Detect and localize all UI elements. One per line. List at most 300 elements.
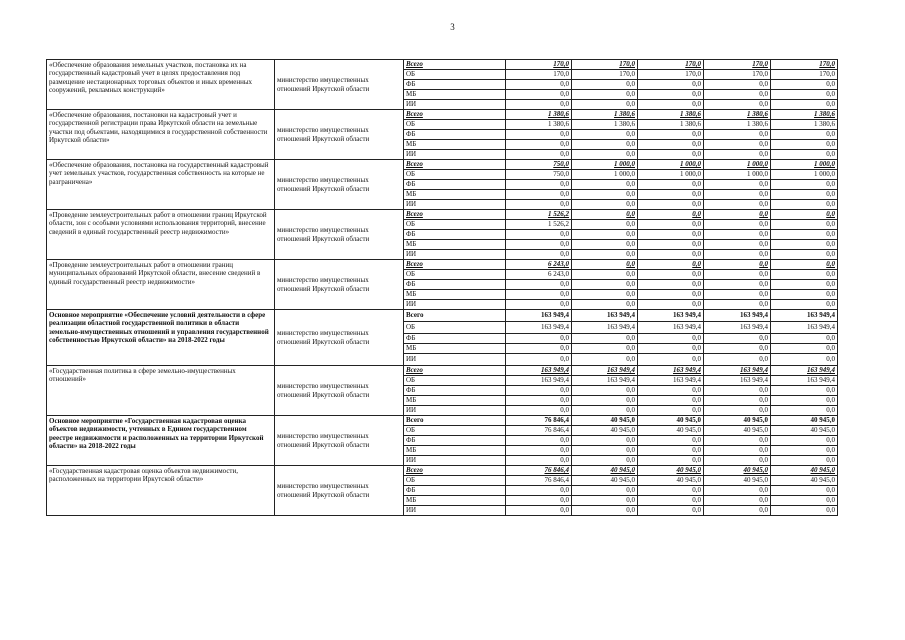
amount-cell: 0,0	[506, 230, 572, 240]
amount-cell: 0,0	[572, 130, 638, 140]
amount-cell: 0,0	[771, 100, 838, 110]
funding-source: МБ	[404, 446, 506, 456]
table-row-total	[47, 366, 838, 376]
amount-cell: 0,0	[572, 190, 638, 200]
funding-table-wrapper	[46, 59, 838, 516]
amount-cell: 0,0	[771, 130, 838, 140]
amount-cell: 0,0	[704, 290, 771, 300]
page-number: 3	[450, 22, 455, 32]
amount-cell: 0,0	[572, 240, 638, 250]
amount-cell: 0,0	[506, 100, 572, 110]
amount-cell: 170,0	[638, 70, 704, 80]
amount-cell: 40 945,0	[572, 416, 638, 426]
amount-cell: 0,0	[572, 506, 638, 516]
funding-source: МБ	[404, 240, 506, 250]
measure-name: «Проведение землеустроительных работ в отношении границ Иркутской области, зон с особыми условиями использования территорий, внесение сведений в единый государственный реестр недвижимости»	[47, 210, 275, 260]
measure-name: «Обеспечение образования, постановка на государственный кадастровый учет земельных участков, государственная собственность на которые не разграничена»	[47, 160, 275, 210]
measure-name: Основное мероприятие «Обеспечение условий деятельности в сфере реализации областной государственной политики в области земельно-имущественных отношений и управления государственной собственностью Иркутской области» на 2018-2022 годы	[47, 310, 275, 366]
amount-cell: 0,0	[638, 140, 704, 150]
amount-cell: 1 380,6	[572, 120, 638, 130]
amount-cell: 0,0	[506, 280, 572, 290]
amount-cell: 0,0	[572, 496, 638, 506]
amount-cell: 0,0	[771, 386, 838, 396]
amount-cell: 0,0	[638, 230, 704, 240]
amount-cell: 0,0	[572, 396, 638, 406]
amount-cell: 1 380,6	[506, 110, 572, 120]
amount-cell: 40 945,0	[704, 426, 771, 436]
funding-source: Всего	[404, 60, 506, 70]
amount-cell: 0,0	[771, 280, 838, 290]
amount-cell: 0,0	[572, 290, 638, 300]
amount-cell: 163 949,4	[638, 366, 704, 376]
measure-name: «Государственная политика в сфере земельно-имущественных отношений»	[47, 366, 275, 416]
amount-cell: 0,0	[572, 446, 638, 456]
measure-name: «Проведение землеустроительных работ в отношении границ муниципальных образований Иркутской области, внесение сведений в единый государственный реестр недвижимости»	[47, 260, 275, 310]
amount-cell: 1 000,0	[572, 160, 638, 170]
amount-cell: 0,0	[704, 190, 771, 200]
amount-cell: 163 949,4	[506, 366, 572, 376]
amount-cell: 0,0	[771, 396, 838, 406]
amount-cell: 0,0	[572, 334, 638, 344]
amount-cell: 0,0	[771, 220, 838, 230]
amount-cell: 0,0	[638, 220, 704, 230]
amount-cell: 0,0	[638, 280, 704, 290]
amount-cell: 0,0	[572, 270, 638, 280]
amount-cell: 163 949,4	[638, 376, 704, 386]
amount-cell: 40 945,0	[572, 426, 638, 436]
amount-cell: 170,0	[771, 60, 838, 70]
amount-cell: 0,0	[638, 406, 704, 416]
amount-cell: 40 945,0	[638, 466, 704, 476]
amount-cell: 6 243,0	[506, 270, 572, 280]
amount-cell: 0,0	[704, 80, 771, 90]
responsible-executor: министерство имущественных отношений Иркутской области	[275, 466, 404, 516]
amount-cell: 0,0	[704, 386, 771, 396]
funding-source: Всего	[404, 260, 506, 270]
amount-cell: 0,0	[506, 250, 572, 260]
measure-name: «Обеспечение образования земельных участков, постановка их на государственный кадастровый учет в целях предоставления под размещение нестационарных торговых объектов и иных временных сооружений, рекламных конструкций»	[47, 60, 275, 110]
funding-source: ОБ	[404, 322, 506, 334]
amount-cell: 163 949,4	[704, 366, 771, 376]
amount-cell: 0,0	[506, 456, 572, 466]
amount-cell: 0,0	[704, 396, 771, 406]
amount-cell: 0,0	[704, 436, 771, 446]
table-row-total	[47, 60, 838, 70]
amount-cell: 0,0	[506, 334, 572, 344]
amount-cell: 0,0	[704, 230, 771, 240]
amount-cell: 0,0	[704, 506, 771, 516]
amount-cell: 0,0	[638, 150, 704, 160]
amount-cell: 0,0	[638, 260, 704, 270]
amount-cell: 1 380,6	[506, 120, 572, 130]
amount-cell: 0,0	[704, 140, 771, 150]
amount-cell: 0,0	[704, 300, 771, 310]
amount-cell: 0,0	[506, 90, 572, 100]
amount-cell: 0,0	[506, 396, 572, 406]
amount-cell: 0,0	[572, 486, 638, 496]
funding-source: ФБ	[404, 130, 506, 140]
funding-source: ОБ	[404, 220, 506, 230]
amount-cell: 0,0	[506, 150, 572, 160]
amount-cell: 6 243,0	[506, 260, 572, 270]
amount-cell: 1 380,6	[771, 120, 838, 130]
amount-cell: 1 380,6	[638, 120, 704, 130]
amount-cell: 0,0	[572, 436, 638, 446]
amount-cell: 0,0	[638, 250, 704, 260]
amount-cell: 0,0	[771, 90, 838, 100]
amount-cell: 163 949,4	[572, 322, 638, 334]
amount-cell: 0,0	[704, 90, 771, 100]
amount-cell: 40 945,0	[572, 476, 638, 486]
amount-cell: 0,0	[572, 354, 638, 366]
amount-cell: 0,0	[506, 486, 572, 496]
amount-cell: 0,0	[638, 354, 704, 366]
amount-cell: 40 945,0	[638, 476, 704, 486]
amount-cell: 0,0	[506, 406, 572, 416]
amount-cell: 0,0	[572, 300, 638, 310]
amount-cell: 163 949,4	[506, 310, 572, 322]
funding-source: ФБ	[404, 180, 506, 190]
amount-cell: 163 949,4	[572, 376, 638, 386]
funding-source: Всего	[404, 310, 506, 322]
amount-cell: 1 380,6	[771, 110, 838, 120]
funding-source: ОБ	[404, 426, 506, 436]
funding-table	[46, 59, 838, 516]
amount-cell: 40 945,0	[572, 466, 638, 476]
responsible-executor: министерство имущественных отношений Иркутской области	[275, 110, 404, 160]
amount-cell: 0,0	[771, 190, 838, 200]
amount-cell: 0,0	[506, 240, 572, 250]
funding-source: ИИ	[404, 506, 506, 516]
amount-cell: 170,0	[638, 60, 704, 70]
amount-cell: 1 000,0	[572, 170, 638, 180]
amount-cell: 0,0	[771, 486, 838, 496]
amount-cell: 0,0	[771, 446, 838, 456]
amount-cell: 40 945,0	[771, 476, 838, 486]
amount-cell: 0,0	[704, 334, 771, 344]
amount-cell: 0,0	[638, 334, 704, 344]
amount-cell: 0,0	[704, 354, 771, 366]
amount-cell: 0,0	[771, 456, 838, 466]
amount-cell: 0,0	[572, 140, 638, 150]
amount-cell: 163 949,4	[771, 322, 838, 334]
amount-cell: 1 000,0	[704, 170, 771, 180]
amount-cell: 0,0	[506, 140, 572, 150]
funding-source: ИИ	[404, 354, 506, 366]
amount-cell: 1 000,0	[771, 170, 838, 180]
amount-cell: 0,0	[704, 456, 771, 466]
amount-cell: 0,0	[506, 80, 572, 90]
amount-cell: 0,0	[704, 344, 771, 354]
amount-cell: 0,0	[506, 130, 572, 140]
funding-source: МБ	[404, 396, 506, 406]
amount-cell: 0,0	[638, 446, 704, 456]
amount-cell: 0,0	[506, 190, 572, 200]
funding-source: ФБ	[404, 386, 506, 396]
responsible-executor: министерство имущественных отношений Иркутской области	[275, 210, 404, 260]
funding-source: МБ	[404, 290, 506, 300]
amount-cell: 0,0	[704, 180, 771, 190]
amount-cell: 40 945,0	[704, 466, 771, 476]
amount-cell: 0,0	[572, 180, 638, 190]
amount-cell: 0,0	[572, 280, 638, 290]
amount-cell: 0,0	[704, 406, 771, 416]
amount-cell: 170,0	[572, 70, 638, 80]
funding-source: ОБ	[404, 376, 506, 386]
amount-cell: 40 945,0	[704, 476, 771, 486]
amount-cell: 0,0	[572, 230, 638, 240]
amount-cell: 750,0	[506, 160, 572, 170]
amount-cell: 0,0	[638, 486, 704, 496]
table-row-total	[47, 310, 838, 322]
amount-cell: 0,0	[704, 200, 771, 210]
amount-cell: 170,0	[506, 60, 572, 70]
amount-cell: 76 846,4	[506, 476, 572, 486]
funding-source: ИИ	[404, 300, 506, 310]
amount-cell: 0,0	[506, 200, 572, 210]
amount-cell: 0,0	[638, 210, 704, 220]
amount-cell: 0,0	[638, 200, 704, 210]
amount-cell: 163 949,4	[704, 322, 771, 334]
amount-cell: 1 526,2	[506, 210, 572, 220]
responsible-executor: министерство имущественных отношений Иркутской области	[275, 260, 404, 310]
funding-source: ИИ	[404, 406, 506, 416]
amount-cell: 0,0	[572, 100, 638, 110]
amount-cell: 0,0	[506, 506, 572, 516]
amount-cell: 0,0	[572, 200, 638, 210]
responsible-executor: министерство имущественных отношений Иркутской области	[275, 366, 404, 416]
amount-cell: 1 380,6	[572, 110, 638, 120]
funding-source: ФБ	[404, 230, 506, 240]
amount-cell: 0,0	[704, 260, 771, 270]
amount-cell: 0,0	[771, 496, 838, 506]
amount-cell: 163 949,4	[572, 310, 638, 322]
amount-cell: 0,0	[506, 446, 572, 456]
table-row-total	[47, 466, 838, 476]
amount-cell: 0,0	[771, 260, 838, 270]
funding-source: ОБ	[404, 270, 506, 280]
amount-cell: 0,0	[771, 180, 838, 190]
amount-cell: 0,0	[704, 100, 771, 110]
amount-cell: 170,0	[572, 60, 638, 70]
funding-source: ИИ	[404, 250, 506, 260]
measure-name: «Государственная кадастровая оценка объектов недвижимости, расположенных на территории Иркутской области»	[47, 466, 275, 516]
amount-cell: 76 846,4	[506, 466, 572, 476]
amount-cell: 0,0	[771, 406, 838, 416]
funding-source: ФБ	[404, 334, 506, 344]
funding-source: ИИ	[404, 150, 506, 160]
amount-cell: 0,0	[771, 270, 838, 280]
amount-cell: 40 945,0	[704, 416, 771, 426]
amount-cell: 1 000,0	[771, 160, 838, 170]
amount-cell: 163 949,4	[638, 310, 704, 322]
amount-cell: 0,0	[572, 456, 638, 466]
amount-cell: 0,0	[572, 150, 638, 160]
amount-cell: 0,0	[638, 290, 704, 300]
amount-cell: 0,0	[638, 100, 704, 110]
amount-cell: 0,0	[704, 130, 771, 140]
table-row-total	[47, 210, 838, 220]
amount-cell: 0,0	[704, 270, 771, 280]
amount-cell: 0,0	[572, 386, 638, 396]
amount-cell: 163 949,4	[771, 366, 838, 376]
amount-cell: 0,0	[572, 406, 638, 416]
amount-cell: 0,0	[506, 354, 572, 366]
amount-cell: 163 949,4	[704, 310, 771, 322]
table-row-total	[47, 260, 838, 270]
amount-cell: 0,0	[638, 80, 704, 90]
funding-source: ФБ	[404, 436, 506, 446]
amount-cell: 0,0	[506, 386, 572, 396]
amount-cell: 0,0	[771, 250, 838, 260]
amount-cell: 0,0	[638, 496, 704, 506]
funding-source: ИИ	[404, 456, 506, 466]
funding-source: МБ	[404, 190, 506, 200]
amount-cell: 0,0	[771, 436, 838, 446]
amount-cell: 0,0	[704, 250, 771, 260]
amount-cell: 0,0	[704, 280, 771, 290]
amount-cell: 0,0	[704, 446, 771, 456]
amount-cell: 0,0	[704, 496, 771, 506]
amount-cell: 0,0	[572, 220, 638, 230]
amount-cell: 0,0	[771, 354, 838, 366]
amount-cell: 0,0	[638, 270, 704, 280]
funding-source: ИИ	[404, 100, 506, 110]
amount-cell: 0,0	[771, 230, 838, 240]
amount-cell: 1 526,2	[506, 220, 572, 230]
amount-cell: 0,0	[771, 300, 838, 310]
amount-cell: 163 949,4	[771, 376, 838, 386]
amount-cell: 0,0	[638, 344, 704, 354]
amount-cell: 170,0	[506, 70, 572, 80]
funding-source: ФБ	[404, 80, 506, 90]
amount-cell: 0,0	[638, 190, 704, 200]
amount-cell: 1 000,0	[638, 160, 704, 170]
amount-cell: 0,0	[572, 344, 638, 354]
funding-source: Всего	[404, 466, 506, 476]
amount-cell: 0,0	[771, 80, 838, 90]
amount-cell: 1 000,0	[704, 160, 771, 170]
funding-source: ИИ	[404, 200, 506, 210]
amount-cell: 0,0	[704, 150, 771, 160]
amount-cell: 0,0	[771, 334, 838, 344]
funding-source: МБ	[404, 496, 506, 506]
amount-cell: 0,0	[638, 300, 704, 310]
amount-cell: 0,0	[638, 386, 704, 396]
amount-cell: 0,0	[506, 180, 572, 190]
amount-cell: 0,0	[572, 80, 638, 90]
amount-cell: 0,0	[771, 200, 838, 210]
table-row-total	[47, 160, 838, 170]
funding-source: Всего	[404, 366, 506, 376]
amount-cell: 1 380,6	[638, 110, 704, 120]
amount-cell: 0,0	[506, 300, 572, 310]
amount-cell: 0,0	[572, 210, 638, 220]
amount-cell: 0,0	[638, 180, 704, 190]
amount-cell: 0,0	[638, 396, 704, 406]
amount-cell: 750,0	[506, 170, 572, 180]
amount-cell: 163 949,4	[572, 366, 638, 376]
amount-cell: 0,0	[771, 344, 838, 354]
table-body	[47, 60, 838, 516]
responsible-executor: министерство имущественных отношений Иркутской области	[275, 60, 404, 110]
amount-cell: 0,0	[771, 240, 838, 250]
amount-cell: 0,0	[572, 90, 638, 100]
responsible-executor: министерство имущественных отношений Иркутской области	[275, 416, 404, 466]
funding-source: ОБ	[404, 476, 506, 486]
amount-cell: 0,0	[771, 506, 838, 516]
funding-source: ОБ	[404, 120, 506, 130]
amount-cell: 163 949,4	[506, 376, 572, 386]
amount-cell: 0,0	[771, 210, 838, 220]
amount-cell: 170,0	[704, 70, 771, 80]
amount-cell: 0,0	[704, 220, 771, 230]
amount-cell: 0,0	[704, 486, 771, 496]
amount-cell: 76 846,4	[506, 416, 572, 426]
amount-cell: 0,0	[506, 496, 572, 506]
funding-source: ОБ	[404, 70, 506, 80]
amount-cell: 40 945,0	[771, 426, 838, 436]
funding-source: Всего	[404, 210, 506, 220]
funding-source: ФБ	[404, 486, 506, 496]
amount-cell: 0,0	[638, 436, 704, 446]
amount-cell: 0,0	[704, 210, 771, 220]
amount-cell: 1 380,6	[704, 110, 771, 120]
amount-cell: 0,0	[638, 456, 704, 466]
funding-source: Всего	[404, 160, 506, 170]
measure-name: «Обеспечение образования, постановки на кадастровый учет и государственной регистрации права Иркутской области на земельные участки под объектами, находящимися в государственной собственности Иркутской области»	[47, 110, 275, 160]
funding-source: Всего	[404, 110, 506, 120]
amount-cell: 40 945,0	[771, 416, 838, 426]
funding-source: МБ	[404, 140, 506, 150]
amount-cell: 170,0	[704, 60, 771, 70]
funding-source: ОБ	[404, 170, 506, 180]
amount-cell: 40 945,0	[771, 466, 838, 476]
amount-cell: 0,0	[704, 240, 771, 250]
responsible-executor: министерство имущественных отношений Иркутской области	[275, 310, 404, 366]
amount-cell: 0,0	[771, 140, 838, 150]
funding-source: Всего	[404, 416, 506, 426]
amount-cell: 1 380,6	[704, 120, 771, 130]
amount-cell: 0,0	[572, 260, 638, 270]
amount-cell: 0,0	[638, 130, 704, 140]
amount-cell: 0,0	[638, 240, 704, 250]
amount-cell: 163 949,4	[771, 310, 838, 322]
amount-cell: 0,0	[638, 506, 704, 516]
amount-cell: 40 945,0	[638, 416, 704, 426]
amount-cell: 0,0	[506, 290, 572, 300]
table-row-total	[47, 110, 838, 120]
amount-cell: 0,0	[771, 150, 838, 160]
amount-cell: 1 000,0	[638, 170, 704, 180]
funding-source: ФБ	[404, 280, 506, 290]
amount-cell: 0,0	[572, 250, 638, 260]
amount-cell: 0,0	[506, 344, 572, 354]
amount-cell: 0,0	[771, 290, 838, 300]
measure-name: Основное мероприятие «Государственная кадастровая оценка объектов недвижимости, учтенных в Едином государственном реестре недвижимости и расположенных на территории Иркутской области» на 2018-2022 годы	[47, 416, 275, 466]
amount-cell: 170,0	[771, 70, 838, 80]
amount-cell: 0,0	[506, 436, 572, 446]
amount-cell: 76 846,4	[506, 426, 572, 436]
amount-cell: 163 949,4	[638, 322, 704, 334]
amount-cell: 0,0	[638, 90, 704, 100]
amount-cell: 163 949,4	[506, 322, 572, 334]
amount-cell: 40 945,0	[638, 426, 704, 436]
responsible-executor: министерство имущественных отношений Иркутской области	[275, 160, 404, 210]
funding-source: МБ	[404, 90, 506, 100]
table-row-total	[47, 416, 838, 426]
amount-cell: 163 949,4	[704, 376, 771, 386]
